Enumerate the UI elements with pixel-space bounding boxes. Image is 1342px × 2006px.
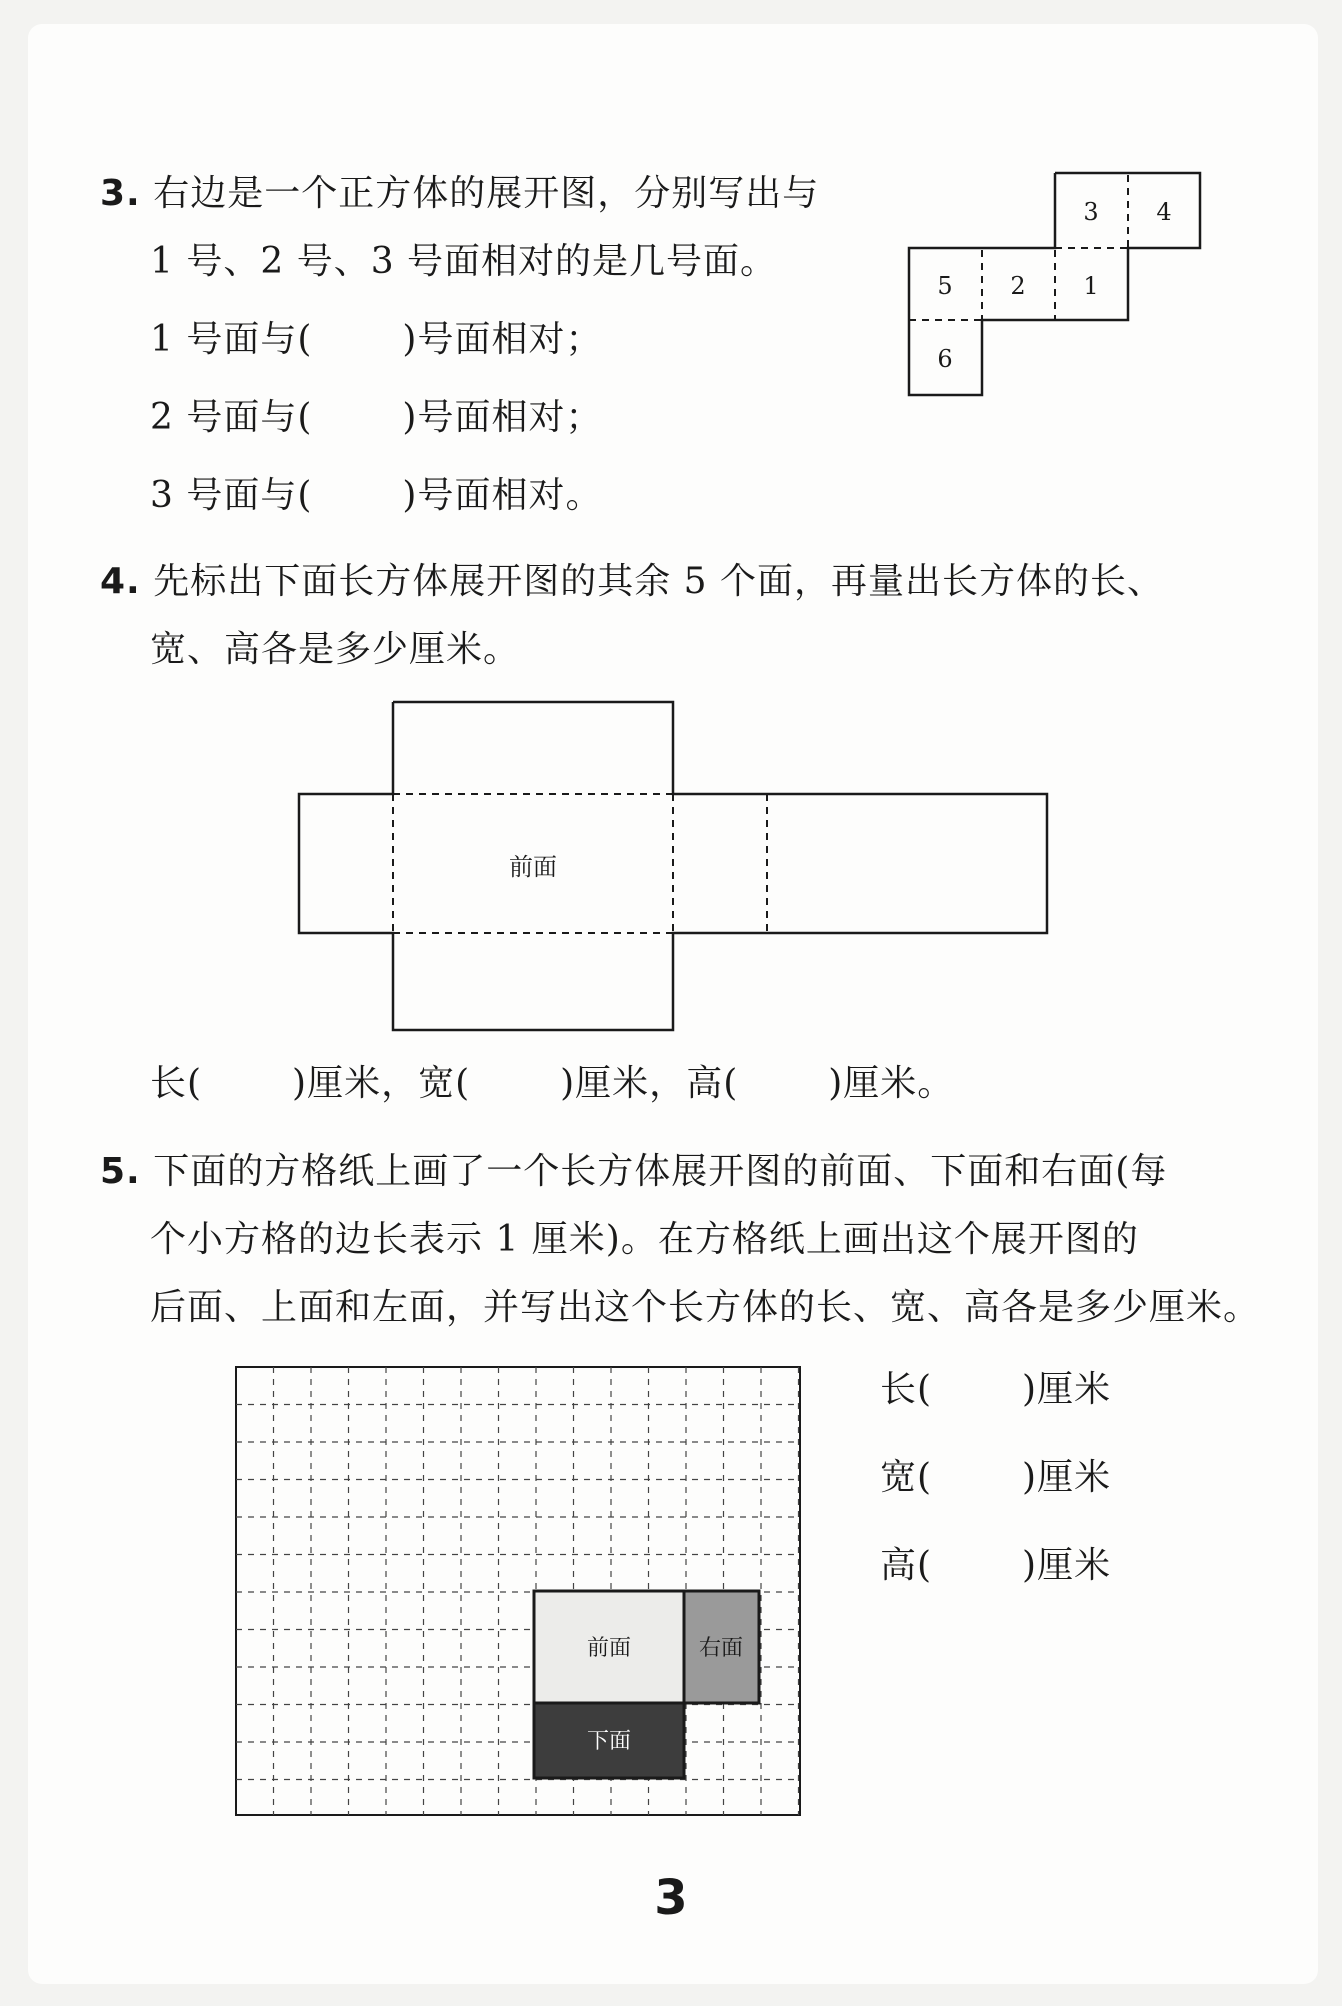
q3-number: 3.: [100, 173, 141, 214]
page-number: 3: [654, 1870, 688, 1926]
q3-line1: [100, 172, 819, 216]
q4-line2: 宽、高各是多少厘米。: [150, 629, 521, 670]
q3-answer-3: [150, 474, 602, 518]
q5-line2: 个小方格的边长表示 1 厘米)。在方格纸上画出这个展开图的: [150, 1219, 1139, 1260]
q3-answer-2-prefix: 2 号面与(: [150, 397, 313, 438]
q5-length-suffix: )厘米: [1022, 1369, 1112, 1410]
q4-height-suffix: )厘米。: [828, 1063, 955, 1104]
q3-answer-3-prefix: 3 号面与(: [150, 475, 313, 516]
q5-height-suffix: )厘米: [1022, 1545, 1112, 1586]
face-6-label: 6: [937, 345, 953, 373]
q3-answer-1-suffix: )号面相对；: [402, 319, 603, 360]
front-face-label: 前面: [509, 853, 557, 881]
q5-line1: [100, 1150, 1167, 1194]
q5-number: 5.: [100, 1151, 141, 1192]
face-5-label: 5: [937, 272, 953, 300]
q4-text-1: 先标出下面长方体展开图的其余 5 个面，再量出长方体的长、: [153, 561, 1164, 602]
face-2-label: 2: [1010, 272, 1026, 300]
q4-width-prefix: 宽(: [418, 1063, 471, 1104]
q4-answer-row: [150, 1062, 954, 1106]
q3-answer-3-suffix: )号面相对。: [402, 475, 603, 516]
face-4-label: 4: [1156, 198, 1172, 226]
q3-answer-2-suffix: )号面相对；: [402, 397, 603, 438]
q3-answer-1-prefix: 1 号面与(: [150, 319, 313, 360]
q5-width-suffix: )厘米: [1022, 1457, 1112, 1498]
cube-net-diagram: [905, 170, 1215, 405]
q5-length-prefix: 长(: [880, 1369, 933, 1410]
q4-length-prefix: 长(: [150, 1063, 203, 1104]
q3-answer-2: [150, 396, 602, 440]
q4-length-suffix: )厘米，: [292, 1063, 419, 1104]
q5-length-answer: [880, 1368, 1111, 1412]
q5-height-answer: [880, 1544, 1111, 1588]
q4-width-suffix: )厘米，: [560, 1063, 687, 1104]
q4-line1: [100, 560, 1164, 604]
cuboid-net-diagram: [295, 700, 1065, 1035]
grid-paper[interactable]: [234, 1365, 804, 1820]
face-1-label: 1: [1083, 272, 1099, 300]
q5-text-1: 下面的方格纸上画了一个长方体展开图的前面、下面和右面(每: [153, 1151, 1168, 1192]
grid-bottom-label: 下面: [586, 1729, 632, 1754]
grid-right-label: 右面: [698, 1636, 744, 1661]
q5-width-prefix: 宽(: [880, 1457, 933, 1498]
q4-height-prefix: 高(: [686, 1063, 739, 1104]
grid-front-label: 前面: [586, 1636, 632, 1661]
q3-line2: 1 号、2 号、3 号面相对的是几号面。: [150, 241, 778, 282]
q5-line3: 后面、上面和左面，并写出这个长方体的长、宽、高各是多少厘米。: [150, 1287, 1261, 1328]
q5-width-answer: [880, 1456, 1111, 1500]
q4-number: 4.: [100, 561, 141, 602]
face-3-label: 3: [1083, 198, 1099, 226]
q3-text-1: 右边是一个正方体的展开图，分别写出与: [153, 173, 820, 214]
q3-answer-1: [150, 318, 602, 362]
q5-height-prefix: 高(: [880, 1545, 933, 1586]
